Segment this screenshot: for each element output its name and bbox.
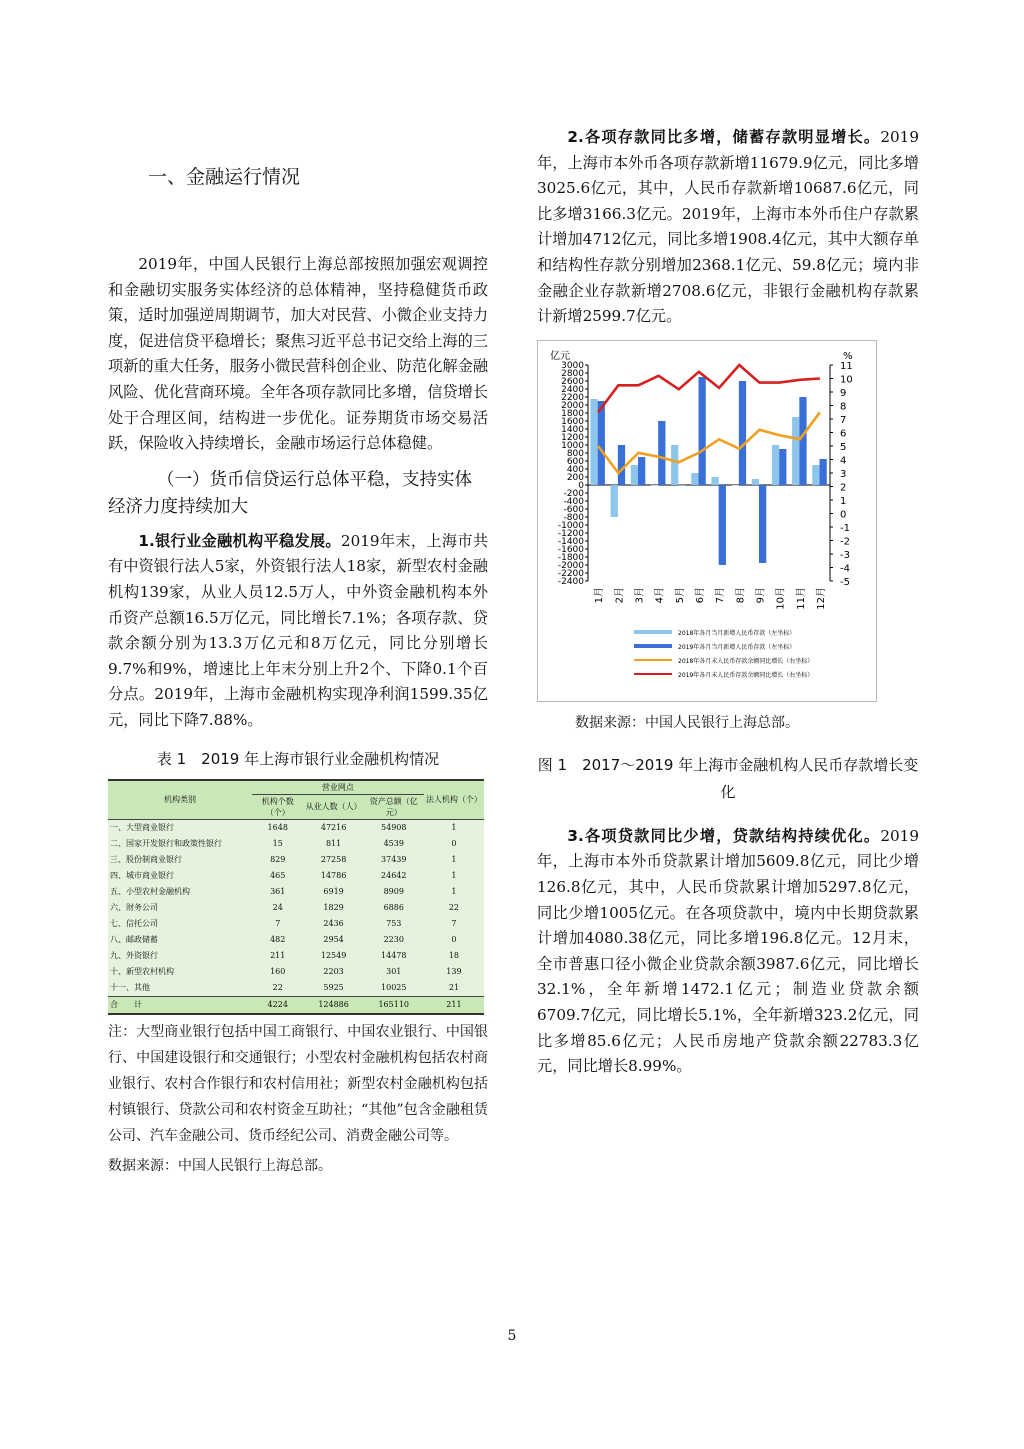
cell-name: 六、财务公司: [110, 903, 158, 912]
right-tick-label: 9: [840, 387, 847, 399]
bar-2018: [590, 399, 597, 485]
table-title: 表 1 2019 年上海市银行业金融机构情况: [156, 749, 440, 768]
left-tick-label: 3000: [561, 360, 584, 371]
left-tick-label: 1200: [561, 432, 584, 443]
right-tick-label: -3: [840, 549, 850, 561]
right-tick-label: -4: [840, 563, 850, 575]
line-2018-growth: [598, 412, 820, 473]
bar-2018: [671, 445, 678, 485]
cell-count: 465: [270, 871, 286, 880]
cell-legal: 139: [446, 967, 462, 976]
bar-2018: [792, 417, 799, 485]
cell-staff: 12549: [320, 951, 347, 960]
left-tick-label: 2400: [561, 384, 584, 395]
table-row: [108, 980, 484, 997]
cell-name: 五、小型农村金融机构: [110, 887, 190, 896]
x-tick-label: 12月: [815, 586, 827, 610]
left-tick-label: 1000: [561, 440, 584, 451]
table-row: [108, 868, 484, 884]
bar-2018: [651, 485, 658, 486]
x-tick-label: 1月: [594, 586, 606, 604]
right-tick-label: 4: [840, 455, 847, 467]
bar-2019: [779, 449, 786, 485]
legend-label: 2018年各月当月新增人民币存款（左坐标）: [678, 629, 796, 637]
bar-2018: [691, 473, 698, 485]
header-count: 机构个数（个）: [252, 794, 304, 819]
table-total-row: [108, 996, 484, 1014]
cell-count: 160: [270, 967, 286, 976]
left-tick-label: 1600: [561, 416, 584, 427]
paragraph-text: 2019年末，上海市共有中资银行法人5家，外资银行法人18家，新型农村金融机构139家，从业人员12.5万人，中外资金融机构本外币资产总额16.5万亿元，同比增长7.1%；各项存款、贷款余额分别为13.3万亿元和8万亿元，同比分别增长9.7%和9%，增速比上年末分别上升2个、下降0.1个百分点。2019年，上海市金融机构实现净利润1599.35亿元，同比下降7.88%。: [108, 531, 489, 729]
left-tick-label: 2600: [561, 376, 584, 387]
left-tick-label: -1800: [557, 552, 584, 563]
cell-staff: 27258: [320, 855, 347, 864]
cell-legal: 7: [451, 919, 457, 928]
right-tick-label: 6: [840, 428, 847, 440]
subsection-title: （一）货币信贷运行总体平稳，支持实体经济力度持续加大: [108, 469, 472, 517]
bar-2018: [812, 465, 819, 485]
left-tick-label: 1800: [561, 408, 584, 419]
left-tick-label: 2200: [561, 392, 584, 403]
bar-2018: [611, 485, 618, 517]
cell-legal: 0: [451, 839, 457, 848]
cell-count: 482: [270, 935, 286, 944]
left-tick-label: -1200: [557, 528, 584, 539]
left-tick-label: -1600: [557, 544, 584, 555]
bar-2019: [618, 445, 625, 485]
cell-assets: 165110: [364, 996, 424, 1014]
bar-2018: [772, 445, 779, 485]
header-legal: 法人机构（个）: [424, 780, 484, 820]
left-tick-label: 800: [566, 448, 584, 459]
cell-assets: 753: [386, 919, 402, 928]
paragraph-text: 2019年，上海市本外币各项存款新增11679.9亿元，同比多增3025.6亿元，其中，人民币存款新增10687.6亿元，同比多增3166.3亿元。2019年，上海市本外币住户存款累计增加4712亿元，同比多增1908.4亿元，其中大额存单和结构性存款分别增加2368.1亿元、59.8亿元；境内非金融企业存款新增2708.6亿元，非银行金融机构存款累计新增2599.7亿元。: [537, 128, 919, 326]
deposit-chart-svg: [538, 341, 876, 701]
cell-name: 八、邮政储蓄: [110, 935, 158, 944]
paragraph-lead: 1.银行业金融机构平稳发展。: [138, 531, 341, 550]
paragraph-text: 2019年，上海市本外币贷款累计增加5609.8亿元，同比少增126.8亿元，其中，人民币贷款累计增加5297.8亿元，同比少增1005亿元。在各项贷款中，境内中长期贷款累计增加4080.38亿元，同比多增196.8亿元。12月末，全市普惠口径小微企业贷款余额3987.6亿元，同比增长32.1%，全年新增1472.1亿元；制造业贷款余额6709.7亿元，同比增长5.1%，全年新增323.2亿元，同比多增85.6亿元；人民币房地产贷款余额22783.3亿元，同比增长8.99%。: [537, 826, 919, 1076]
legend-label: 2019年各月末人民币存款余额同比增长（右坐标）: [678, 671, 814, 679]
section-title: 一、金融运行情况: [148, 166, 301, 188]
left-tick-label: -2400: [557, 576, 584, 587]
table-row: [108, 900, 484, 916]
cell-staff: 47216: [320, 823, 347, 832]
right-tick-label: 11: [840, 360, 853, 372]
paragraph-deposits: [537, 125, 919, 330]
cell-staff: 124886: [304, 996, 364, 1014]
cell-legal: 21: [448, 983, 459, 992]
bar-2018: [631, 465, 638, 485]
legend-swatch: [634, 630, 672, 634]
x-tick-label: 10月: [775, 586, 787, 610]
x-tick-label: 8月: [735, 586, 747, 604]
bar-2019: [638, 457, 645, 485]
x-tick-label: 3月: [634, 586, 646, 604]
cell-name: 三、股份制商业银行: [110, 855, 182, 864]
cell-count: 4224: [252, 996, 304, 1014]
bar-2019: [699, 377, 706, 485]
left-tick-label: -200: [563, 488, 584, 499]
right-tick-label: 10: [840, 374, 853, 386]
left-tick-label: -1000: [557, 520, 584, 531]
cell-assets: 37439: [381, 855, 407, 864]
table-row: [108, 884, 484, 900]
x-tick-label: 7月: [715, 586, 727, 604]
chart-source: 数据来源：中国人民银行上海总部。: [575, 714, 799, 731]
bar-2019: [658, 421, 665, 485]
table-note: 注：大型商业银行包括中国工商银行、中国农业银行、中国银行、中国建设银行和交通银行；小型农村金融机构包括农村商业银行、农村合作银行和农村信用社；新型农村金融机构包括村镇银行、贷款公司和农村资金互助社；“其他”包含金融租赁公司、汽车金融公司、货币经纪公司、消费金融公司等。: [108, 1023, 488, 1144]
left-tick-label: -400: [563, 496, 584, 507]
cell-staff: 2954: [323, 935, 344, 944]
x-tick-label: 4月: [654, 586, 666, 604]
cell-assets: 2230: [383, 935, 404, 944]
cell-name: 十一、其他: [110, 983, 150, 992]
cell-assets: 6886: [383, 903, 404, 912]
bar-2019: [598, 401, 605, 485]
cell-assets: 24642: [381, 871, 407, 880]
cell-legal: 1: [451, 823, 457, 832]
cell-count: 829: [270, 855, 286, 864]
cell-staff: 5925: [323, 983, 344, 992]
paragraph-loans: [537, 824, 919, 1080]
cell-legal: 1: [451, 871, 457, 880]
cell-legal: 22: [448, 903, 459, 912]
cell-name: 十、新型农村机构: [110, 967, 174, 976]
table-source: 数据来源：中国人民银行上海总部。: [108, 1157, 332, 1174]
table-row: [108, 916, 484, 932]
cell-legal: 1: [451, 855, 457, 864]
left-tick-label: 1400: [561, 424, 584, 435]
cell-count: 15: [272, 839, 283, 848]
cell-assets: 14478: [381, 951, 407, 960]
left-tick-label: -1400: [557, 536, 584, 547]
cell-assets: 54908: [381, 823, 407, 832]
bar-2019: [678, 485, 685, 486]
bar-2019: [739, 381, 746, 485]
banking-institutions-table: [108, 779, 484, 1015]
left-column: [108, 140, 488, 1179]
cell-count: 211: [270, 951, 286, 960]
line-2019-growth: [598, 365, 820, 412]
cell-staff: 1829: [323, 903, 344, 912]
cell-legal: 0: [451, 935, 457, 944]
right-tick-label: 3: [840, 468, 847, 480]
right-unit-label: %: [843, 350, 853, 362]
right-tick-label: 5: [840, 441, 847, 453]
left-tick-label: 400: [566, 464, 584, 475]
cell-name: 合 计: [108, 996, 252, 1014]
right-tick-label: -1: [840, 522, 850, 534]
table-row: [108, 964, 484, 980]
x-tick-label: 5月: [674, 586, 686, 604]
cell-count: 7: [275, 919, 281, 928]
bar-2019: [820, 459, 827, 485]
cell-legal: 211: [424, 996, 484, 1014]
left-tick-label: -2200: [557, 568, 584, 579]
right-tick-label: -5: [840, 576, 850, 588]
page-number: 5: [507, 1328, 517, 1344]
left-tick-label: 0: [578, 480, 584, 491]
left-tick-label: 2800: [561, 368, 584, 379]
bar-2018: [711, 477, 718, 485]
right-tick-label: 2: [840, 482, 847, 494]
cell-staff: 2203: [323, 967, 344, 976]
cell-assets: 8909: [383, 887, 404, 896]
x-tick-label: 6月: [694, 586, 706, 604]
header-staff: 从业人数（人）: [304, 794, 364, 819]
cell-count: 22: [272, 983, 283, 992]
cell-name: 二、国家开发银行和政策性银行: [110, 839, 222, 848]
legend-label: 2019年各月当月新增人民币存款（左坐标）: [678, 643, 796, 651]
cell-staff: 6919: [323, 887, 344, 896]
right-tick-label: 7: [840, 414, 847, 426]
x-tick-label: 11月: [795, 586, 807, 610]
table-row: [108, 852, 484, 868]
left-tick-label: 2000: [561, 400, 584, 411]
bar-2018: [752, 479, 759, 485]
table-row: [108, 932, 484, 948]
left-tick-label: 600: [566, 456, 584, 467]
bar-2019: [799, 397, 806, 485]
paragraph-banking-institutions: [108, 529, 488, 734]
cell-assets: 10025: [381, 983, 407, 992]
left-tick-label: 200: [566, 472, 584, 483]
header-assets: 资产总额（亿元）: [364, 794, 424, 819]
deposit-chart: [537, 340, 877, 702]
cell-legal: 1: [451, 887, 457, 896]
legend-label: 2018年各月末人民币存款余额同比增长（右坐标）: [678, 657, 814, 665]
table-row: [108, 948, 484, 964]
x-tick-label: 9月: [755, 586, 767, 604]
cell-name: 四、城市商业银行: [110, 871, 174, 880]
table-row: [108, 836, 484, 852]
legend-swatch: [634, 644, 672, 648]
paragraph-lead: 2.各项存款同比多增，储蓄存款明显增长。: [567, 128, 881, 146]
cell-name: 九、外资银行: [110, 951, 158, 960]
cell-staff: 2436: [323, 919, 344, 928]
cell-count: 1648: [267, 823, 288, 832]
header-category: 机构类别: [108, 780, 252, 820]
intro-paragraph: 2019年，中国人民银行上海总部按照加强宏观调控和金融切实服务实体经济的总体精神，坚持稳健货币政策，适时加强逆周期调节，加大对民营、小微企业支持力度，促进信贷平稳增长；聚焦习近平总书记交给上海的三项新的重大任务，服务小微民营科创企业、防范化解金融风险、优化营商环境。全年各项存款同比多增，信贷增长处于合理区间，结构进一步优化。证券期货市场交易活跃，保险收入持续增长，金融市场运行总体稳健。: [108, 255, 488, 453]
table-row: [108, 819, 484, 836]
left-tick-label: -800: [563, 512, 584, 523]
cell-name: 七、信托公司: [110, 919, 158, 928]
cell-count: 361: [270, 887, 286, 896]
right-tick-label: 1: [840, 495, 847, 507]
right-column: [537, 125, 919, 1080]
header-group: 营业网点: [252, 780, 424, 795]
left-tick-label: -2000: [557, 560, 584, 571]
bar-2018: [732, 485, 739, 486]
left-tick-label: -600: [563, 504, 584, 515]
cell-count: 24: [272, 903, 283, 912]
cell-name: 一、大型商业银行: [110, 823, 174, 832]
cell-legal: 18: [448, 951, 459, 960]
x-tick-label: 2月: [614, 586, 626, 604]
figure-caption: 图 1 2017～2019 年上海市金融机构人民币存款增长变化: [537, 755, 919, 801]
left-unit-label: 亿元: [550, 350, 570, 362]
right-tick-label: 8: [840, 401, 847, 413]
cell-staff: 811: [325, 839, 342, 848]
paragraph-lead: 3.各项贷款同比少增，贷款结构持续优化。: [567, 826, 881, 845]
right-tick-label: -2: [840, 536, 850, 548]
cell-staff: 14786: [320, 871, 347, 880]
bar-2019: [759, 485, 766, 563]
bar-2019: [719, 485, 726, 565]
cell-assets: 4539: [383, 839, 404, 848]
right-tick-label: 0: [840, 509, 847, 521]
cell-assets: 301: [386, 967, 402, 976]
